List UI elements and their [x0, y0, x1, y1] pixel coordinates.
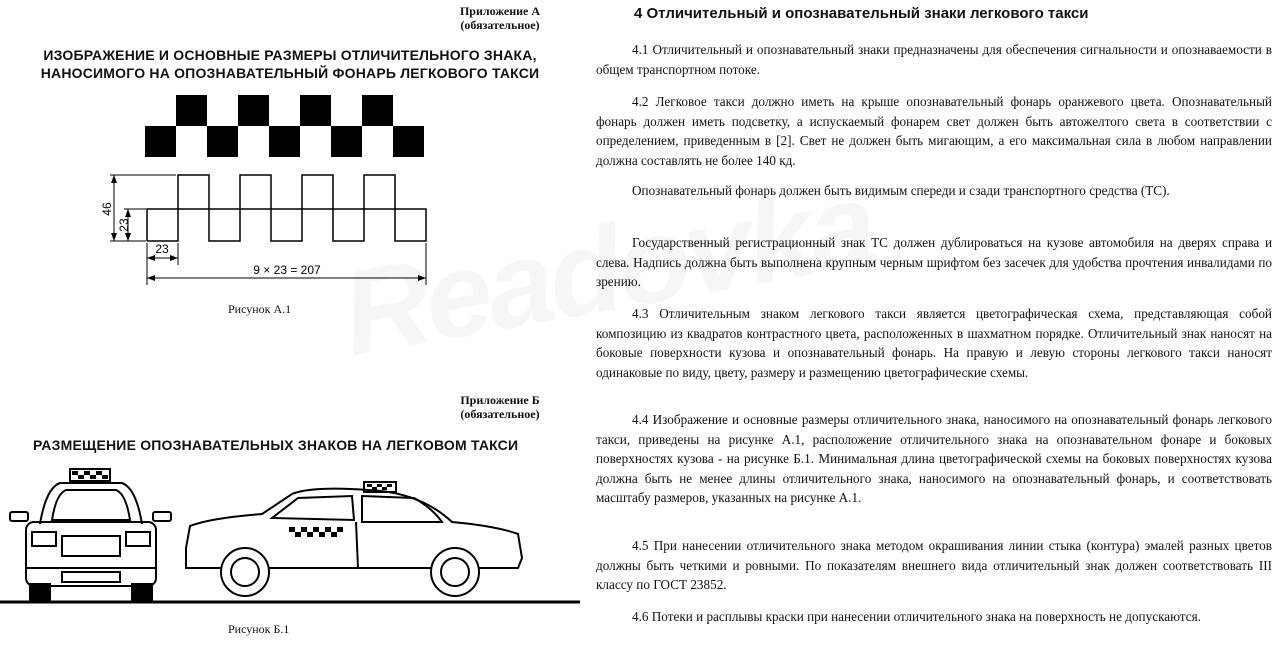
- paragraph-4-3: [596, 304, 1272, 382]
- paragraph-text: 4.1 Отличительный и опознавательный знаки предназначены для обеспечения сигнальности и опознаваемости в общем транспортном потоке.: [596, 42, 1272, 77]
- front-right-wheel: [132, 584, 152, 602]
- paragraph-text: 4.6 Потеки и расплывы краски при нанесении отличительного знака на поверхность не допускаются.: [632, 609, 1201, 624]
- side-rear-wheel: [431, 548, 479, 596]
- section-heading: 4 Отличительный и опознавательный знаки легкового такси: [634, 5, 1089, 22]
- paragraph-text: Государственный регистрационный знак ТС должен дублироваться на кузове автомобиля на дверях справа и слева. Надпись должна быть выполнена крупным черным шрифтом без засечек для удобства прочтения инвалидами по зрению.: [596, 235, 1272, 289]
- left-mirror: [10, 512, 28, 521]
- figure-a-title-line1: ИЗОБРАЖЕНИЕ И ОСНОВНЫЕ РАЗМЕРЫ ОТЛИЧИТЕЛЬНОГО ЗНАКА,: [43, 47, 537, 63]
- checker-pattern-figure: [0, 85, 580, 285]
- checker-square: [145, 126, 176, 157]
- front-grille: [62, 536, 120, 556]
- checker-square: [238, 95, 269, 126]
- checker-square: [269, 126, 300, 157]
- checker-square: [176, 95, 207, 126]
- appendix-b-line1: Приложение Б: [460, 393, 540, 407]
- paragraph-plate: [596, 233, 1272, 292]
- paragraph-4-2: [596, 92, 1272, 170]
- paragraph-text: Опознавательный фонарь должен быть видимым спереди и сзади транспортного средства (ТС).: [632, 183, 1170, 198]
- figure-b-title: РАЗМЕЩЕНИЕ ОПОЗНАВАТЕЛЬНЫХ ЗНАКОВ НА ЛЕГКОВОМ ТАКСИ: [33, 437, 519, 453]
- checker-square: [393, 126, 424, 157]
- appendix-a-label: [440, 4, 560, 32]
- appendix-a-line1: Приложение А: [459, 4, 541, 18]
- paragraph-text: 4.5 При нанесении отличительного знака методом окрашивания линии стыка (контура) эмалей разных цветов должны быть четкими и ровными. По показателям внешнего вида отличительный знак должен соответствовать III классу по ГОСТ 23852.: [596, 538, 1272, 592]
- paragraph-lamp-visibility: [596, 181, 1272, 201]
- figure-a-title: [20, 46, 560, 82]
- outline-pattern: [147, 175, 426, 241]
- right-mirror: [153, 512, 171, 521]
- figure-a-caption: Рисунок А.1: [228, 302, 292, 316]
- taxi-front-view: [10, 469, 171, 602]
- figure-a-title-line2: НАНОСИМОГО НА ОПОЗНАВАТЕЛЬНЫЙ ФОНАРЬ ЛЕГКОВОГО ТАКСИ: [40, 65, 540, 81]
- appendix-b-label: [440, 393, 560, 421]
- front-left-wheel: [30, 584, 50, 602]
- paragraph-4-6: [596, 607, 1272, 627]
- taxi-placement-figure: [0, 460, 580, 610]
- appendix-b-line2: (обязательное): [460, 407, 540, 421]
- paragraph-4-1: [596, 40, 1272, 79]
- paragraph-text: 4.4 Изображение и основные размеры отличительного знака, наносимого на опознавательный фонарь легкового такси, приведены на рисунке А.1, расположение отличительного знака на опознавательном фонаре и боковых поверхностях кузова - на рисунке Б.1. Минимальная длина цветографической схемы на боковых поверхностях кузова должна быть не менее длины отличительного знака, наносимого на опознавательный фонарь, и соответствовать масштабу размеров, указанных на рисунке А.1.: [596, 412, 1272, 505]
- dimension-label-23-vertical: 23: [117, 218, 131, 232]
- paragraph-4-4: [596, 410, 1272, 508]
- paragraph-text: 4.3 Отличительным знаком легкового такси является цветографическая схема, представляющая собой композицию из квадратов контрастного цвета, расположенных в шахматном порядке. Отличительный знак наносят на боковые поверхности кузова и опознавательный фонарь. На правую и левую стороны легкового такси наносят одинаковые по виду, цвету, размеру и размещению цветографические схемы.: [596, 306, 1272, 380]
- left-headlight: [32, 532, 56, 546]
- front-windshield: [52, 490, 130, 520]
- front-plate: [62, 572, 120, 582]
- right-headlight: [126, 532, 150, 546]
- checker-square: [300, 95, 331, 126]
- dimension-label-total: 9 × 23 = 207: [253, 263, 321, 277]
- checker-square: [362, 95, 393, 126]
- taxi-side-view: [186, 482, 522, 596]
- checker-pattern: [145, 95, 424, 157]
- checker-square: [331, 126, 362, 157]
- dimension-label-46: 46: [100, 202, 114, 216]
- dimension-label-23-horizontal: 23: [155, 242, 169, 256]
- figure-b-caption: Рисунок Б.1: [228, 622, 290, 636]
- side-front-wheel: [221, 548, 269, 596]
- paragraph-text: 4.2 Легковое такси должно иметь на крыше опознавательный фонарь оранжевого цвета. Опознавательный фонарь должен иметь подсветку, а испускаемый фонарем свет должен быть автожелтого света в соответствии с определением, приведенным в [2]. Свет не должен быть мигающим, а его максимальная сила в любом направлении должна составлять не более 140 кд.: [596, 94, 1272, 168]
- side-rear-window: [362, 496, 442, 522]
- checker-square: [207, 126, 238, 157]
- paragraph-4-5: [596, 536, 1272, 595]
- appendix-a-line2: (обязательное): [460, 18, 540, 32]
